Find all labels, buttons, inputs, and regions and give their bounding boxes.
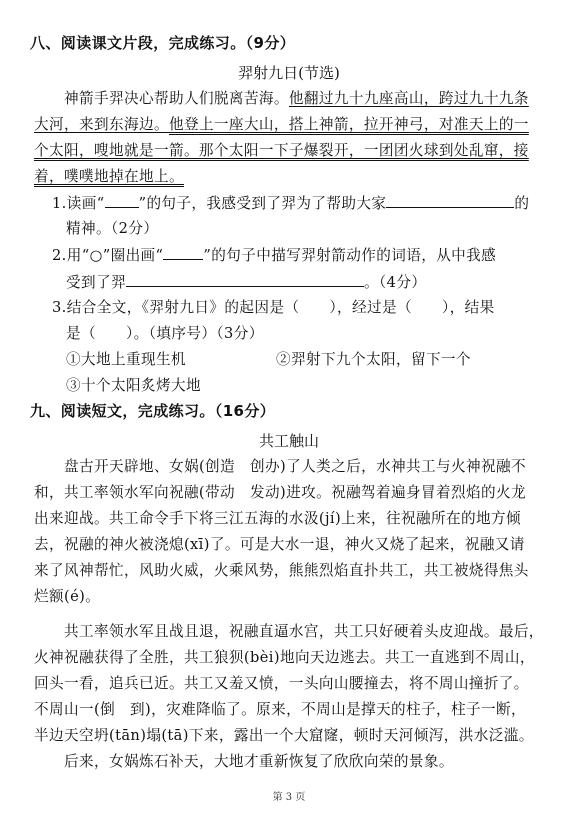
passage8-line2 [34, 115, 529, 135]
double-underlined-sentence: 个太阳，嗖地就是一箭。那个太阳一下子爆裂开，一团团火球到处乱窜，接 [34, 142, 529, 159]
question-3: 3.结合全文，《羿射九日》的起因是（ ），经过是（ ），结果 [52, 299, 495, 316]
section8-title: 羿射九日(节选) [238, 64, 340, 82]
option-2: ②羿射下九个太阳，留下一个 [276, 351, 471, 368]
answer-blank[interactable] [126, 272, 364, 287]
question-2-cont: 受到了羿 。（4分） [66, 274, 427, 291]
double-underlined-sentence: 他登上一座大山，搭上神箭，拉开神弓，对准天上的一 [168, 116, 529, 133]
double-underlined-sentence: 着，噗噗地掉在地上。 [34, 168, 184, 185]
option-3: ③十个太阳炙烤大地 [66, 377, 201, 394]
story-p1-line: 烂额(é)。 [34, 588, 101, 605]
passage8-line3 [34, 141, 529, 161]
story-p2-line: 火神祝融获得了全胜，共工狼狈(bèi)地向天边逃去。共工一直逃到不周山， [34, 649, 535, 666]
story-p1-line: 出来迎战。共工命令手下将三江五海的水汲(jí)上来，往祝融所在的地方倾 [34, 510, 521, 527]
story-p1-line: 盘古开天辟地、女娲(创造 创办)了人类之后，水神共工与火神祝融不 [64, 458, 527, 475]
section9-title: 共工触山 [258, 432, 319, 450]
sample-line-blank [105, 193, 139, 208]
story-p1-line: 来了风神帮忙，风助火威，火乘风势，熊熊烈焰直扑共工，共工被烧得焦头 [34, 562, 529, 579]
question-3-cont: 是（ ）。（填序号）（3分） [66, 325, 264, 342]
section8-heading: 八、阅读课文片段，完成练习。（9分） [30, 34, 296, 52]
underlined-sentence: 大河，来到东海边。 [34, 116, 169, 133]
story-p1-line: 去，祝融的神火被浇熄(xī)了。可是大水一退，神火又烧了起来，祝融又请 [34, 536, 525, 553]
passage8-line1 [64, 89, 529, 109]
story-p2-line: 回头一看，追兵已近。共工又羞又愤，一头向山腰撞去，将不周山撞折了。 [34, 675, 529, 692]
underlined-sentence: 他翻过九十九座高山， [288, 90, 439, 107]
question-1-cont: 精神。（2分） [66, 220, 159, 237]
question-1: 1.读画“ ”的句子，我感受到了羿为了帮助大家 的 [52, 195, 530, 212]
story-p3-line: 后来，女娲炼石补天，大地才重新恢复了欣欣向荣的景象。 [64, 753, 454, 770]
story-p2-line: 共工率领水军且战且退，祝融直逼水宫，共工只好硬着头皮迎战。最后， [64, 623, 544, 640]
story-p2-line: 不周山一(倒 到)，灾难降临了。原来，不周山是撑天的柱子，柱子一断， [34, 701, 526, 718]
story-p2-line: 半边天空坍(tān)塌(tā)下来，露出一个大窟窿，顿时天河倾泻，洪水泛滥。 [34, 727, 534, 744]
passage8-line4 [34, 167, 184, 187]
option-1: ①大地上重现生机 [66, 351, 186, 368]
underlined-sentence: 跨过九十九条 [438, 90, 529, 107]
answer-blank[interactable] [386, 193, 514, 208]
section9-heading: 九、阅读短文，完成练习。（16分） [30, 402, 276, 420]
story-p1-line: 和，共工率领水军向祝融(带动 发动)进攻。祝融驾着遍身冒着烈焰的火龙 [34, 484, 526, 501]
sample-double-line-blank [163, 245, 203, 260]
passage8-text: 神箭手羿决心帮助人们脱离苦海。 [64, 90, 289, 107]
question-2: 2.用“○”圈出画“ ”的句子中描写羿射箭动作的词语，从中我感 [52, 247, 497, 264]
page-number: 第 3 页 [272, 792, 306, 803]
